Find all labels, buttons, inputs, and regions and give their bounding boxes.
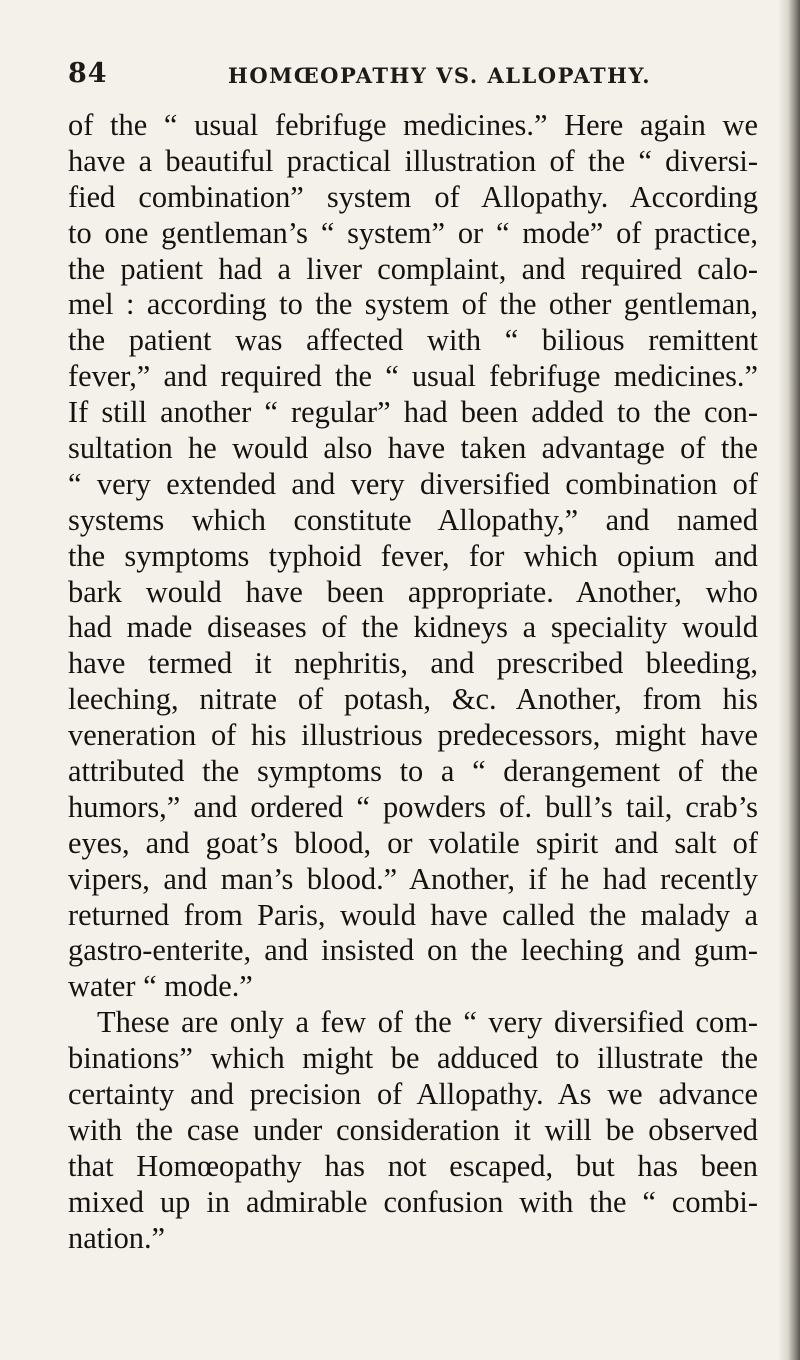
text-line: vipers, and man’s blood.” Another, if he had recently (68, 861, 758, 896)
text-line: nation.” (68, 1220, 166, 1255)
text-line: bark would have been appropriate. Another, who (68, 574, 758, 609)
page-header (68, 58, 758, 92)
text-line: that Homœopathy has not escaped, but has been (68, 1148, 758, 1183)
text-line: sultation he would also have taken advantage of the (68, 431, 758, 466)
text-line: certainty and precision of Allopathy. As we advance (68, 1077, 758, 1112)
running-head: HOMŒOPATHY VS. ALLOPATHY. (228, 63, 652, 88)
text-line: gastro-enterite, and insisted on the leeching and gum- (68, 933, 758, 968)
text-line: the symptoms typhoid fever, for which opium and (68, 538, 758, 573)
text-line: mixed up in admirable confusion with the “ combi- (68, 1184, 758, 1219)
text-line: the patient was affected with “ bilious remittent (68, 323, 758, 358)
body-text (68, 108, 758, 1257)
text-line: fever,” and required the “ usual febrifuge medicines.” (68, 359, 758, 394)
text-line: have a beautiful practical illustration of the “ diversi- (68, 143, 758, 178)
text-line: These are only a few of the “ very diversified com- (97, 1005, 758, 1040)
text-line: binations” which might be adduced to illustrate the (68, 1041, 758, 1076)
text-line: eyes, and goat’s blood, or volatile spirit and salt of (68, 825, 758, 860)
text-line: have termed it nephritis, and prescribed bleeding, (68, 646, 758, 681)
text-line: systems which constitute Allopathy,” and named (68, 502, 758, 537)
text-line: If still another “ regular” had been added to the con- (68, 395, 758, 430)
text-line: leeching, nitrate of potash, &c. Another, from his (68, 682, 758, 717)
text-line: “ very extended and very diversified combination of (68, 466, 758, 501)
text-line: water “ mode.” (68, 969, 253, 1004)
text-line: to one gentleman’s “ system” or “ mode” of practice, (68, 215, 758, 250)
text-line: returned from Paris, would have called the malady a (68, 897, 758, 932)
text-line: attributed the symptoms to a “ derangement of the (68, 754, 758, 789)
text-line: fied combination” system of Allopathy. According (68, 179, 758, 214)
page-edge-shadow (778, 0, 800, 1360)
text-line: mel : according to the system of the other gentleman, (68, 287, 758, 322)
text-line: had made diseases of the kidneys a speciality would (68, 610, 758, 645)
page-number: 84 (68, 58, 108, 89)
text-line: with the case under consideration it will be observed (68, 1112, 758, 1147)
text-line: veneration of his illustrious predecessors, might have (68, 718, 758, 753)
text-line: humors,” and ordered “ powders of. bull’s tail, crab’s (68, 789, 758, 824)
text-line: of the “ usual febrifuge medicines.” Here again we (68, 108, 758, 142)
text-line: the patient had a liver complaint, and required calo- (68, 251, 758, 286)
